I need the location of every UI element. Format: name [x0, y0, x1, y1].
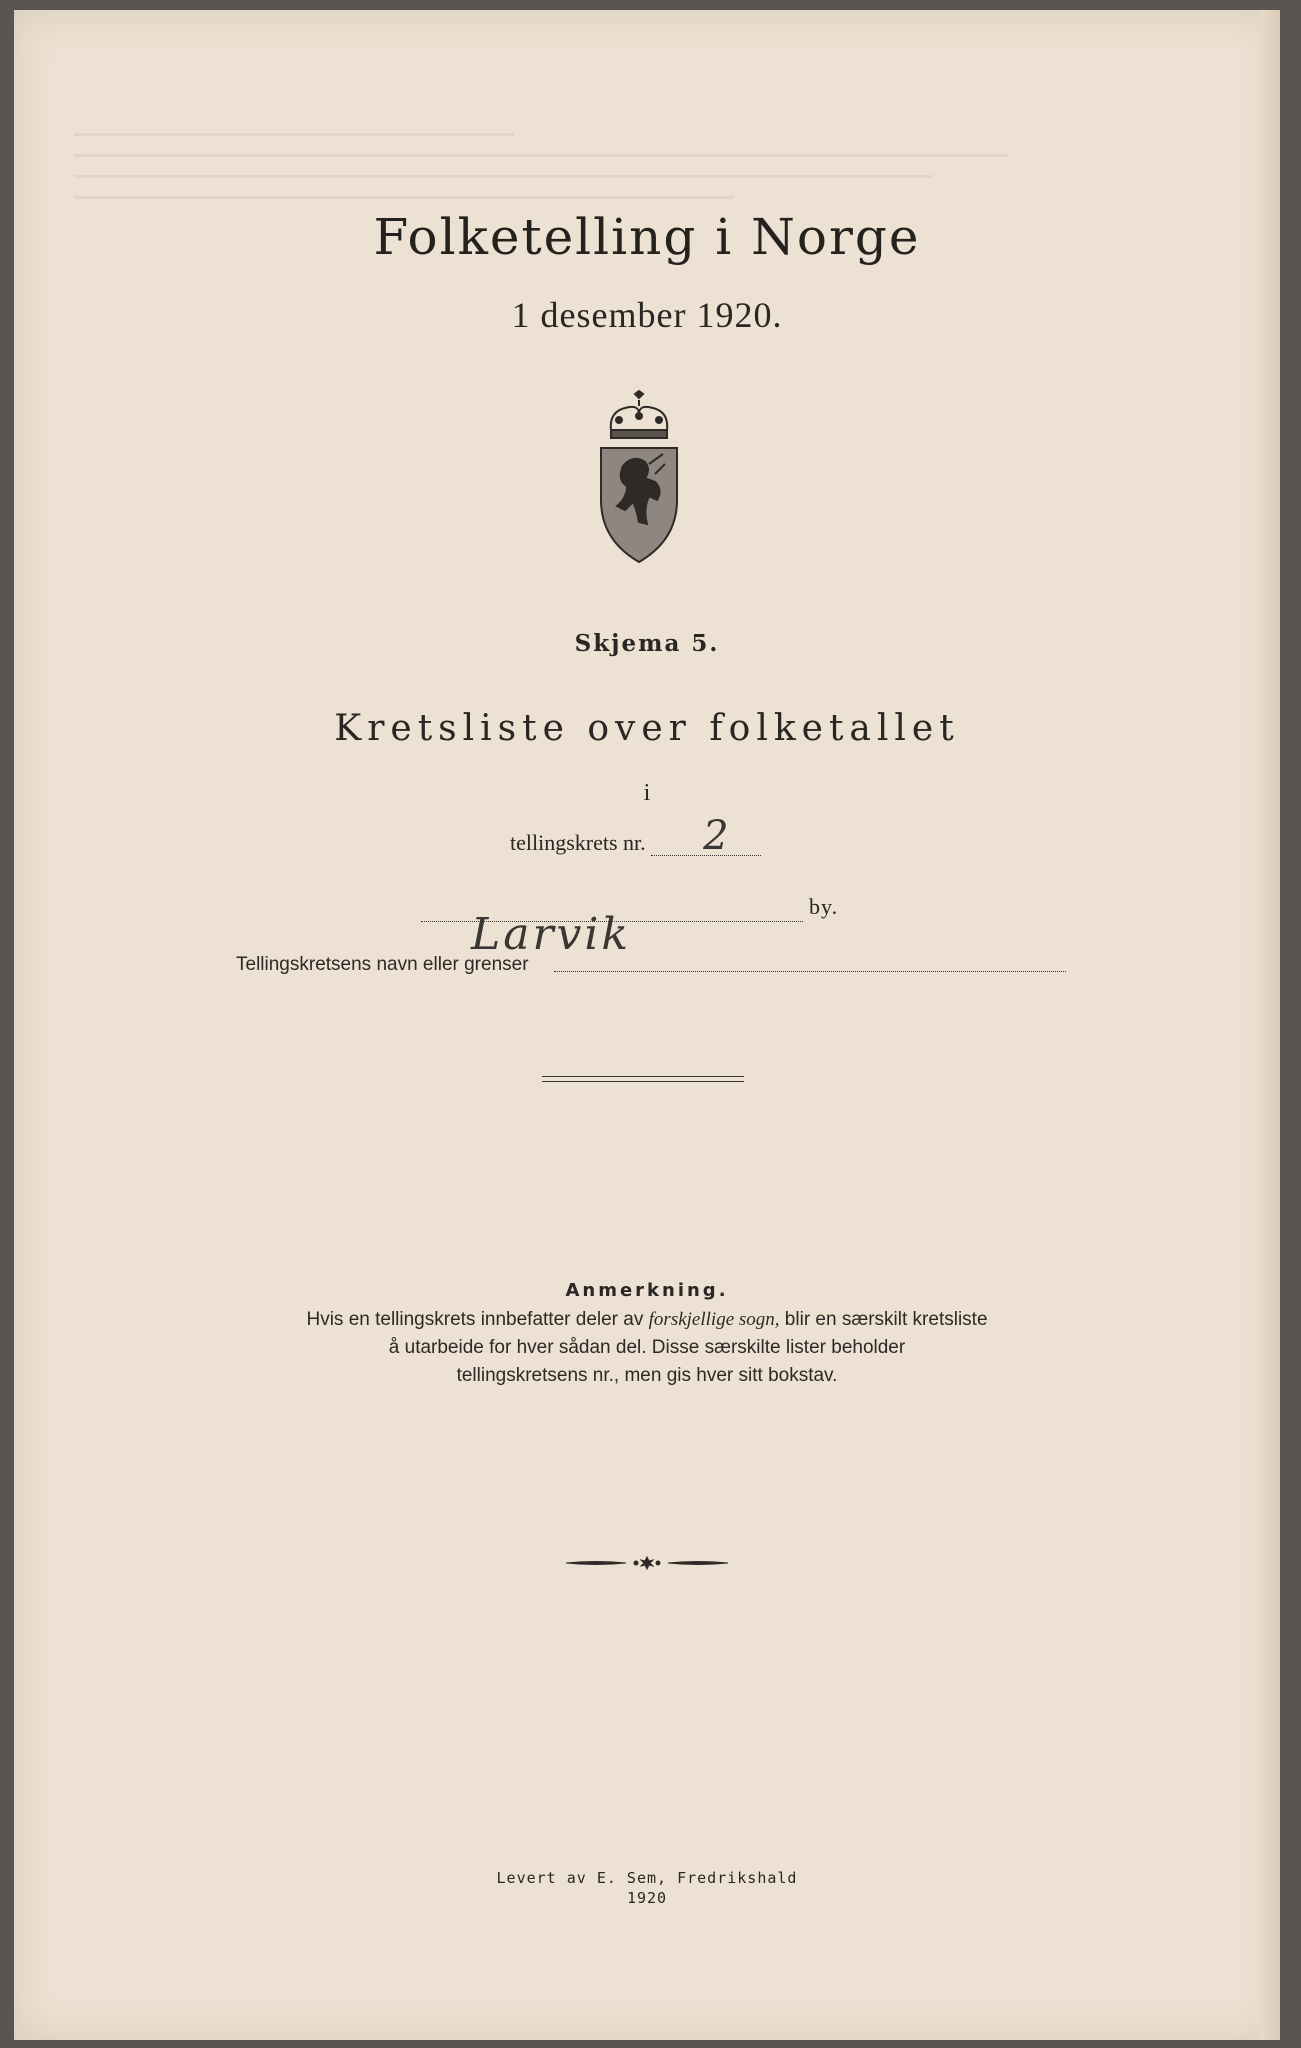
city-line: [421, 890, 881, 960]
note-heading: Anmerkning.: [565, 1280, 729, 1301]
census-date: 1 desember 1920.: [511, 295, 783, 335]
census-form-page: [14, 10, 1280, 2040]
names-field[interactable]: [554, 971, 1066, 972]
city-handwritten: Larvik: [471, 909, 632, 960]
form-heading: Kretsliste over folketallet: [334, 708, 960, 749]
printer-year: 1920: [626, 1889, 668, 1907]
names-label: Tellingskretsens navn eller grenser: [236, 954, 529, 975]
district-number-field[interactable]: [651, 813, 761, 859]
ornament-divider-icon: [564, 1556, 730, 1570]
note-line-1-b: blir en særskilt kretsliste: [779, 1309, 988, 1330]
coat-of-arms-icon: [589, 390, 689, 565]
district-names-line: [236, 954, 1066, 976]
note-line-1-a: Hvis en tellingskrets innbefatter deler av: [306, 1309, 649, 1330]
city-suffix: by.: [809, 894, 839, 919]
document-title: Folketelling i Norge: [373, 208, 921, 266]
note-line-2: å utarbeide for hver sådan del. Disse særskilte lister beholder: [388, 1337, 906, 1358]
note-line-3: tellingskretsens nr., men gis hver sitt bokstav.: [456, 1365, 838, 1386]
district-number-line: [510, 813, 761, 859]
district-number-handwritten: 2: [703, 813, 729, 859]
divider-double-rule: [542, 1076, 744, 1082]
printer-imprint: [14, 1868, 1280, 1908]
preposition: i: [643, 780, 651, 806]
form-number: Skjema 5.: [574, 630, 720, 657]
note-line-1: [14, 1306, 1280, 1334]
city-field[interactable]: [421, 909, 803, 960]
note-text: [14, 1306, 1280, 1390]
district-label: tellingskrets nr.: [510, 830, 646, 855]
printer-name: Levert av E. Sem, Fredrikshald: [496, 1869, 798, 1887]
note-emphasis: forskjellige sogn,: [648, 1309, 780, 1330]
